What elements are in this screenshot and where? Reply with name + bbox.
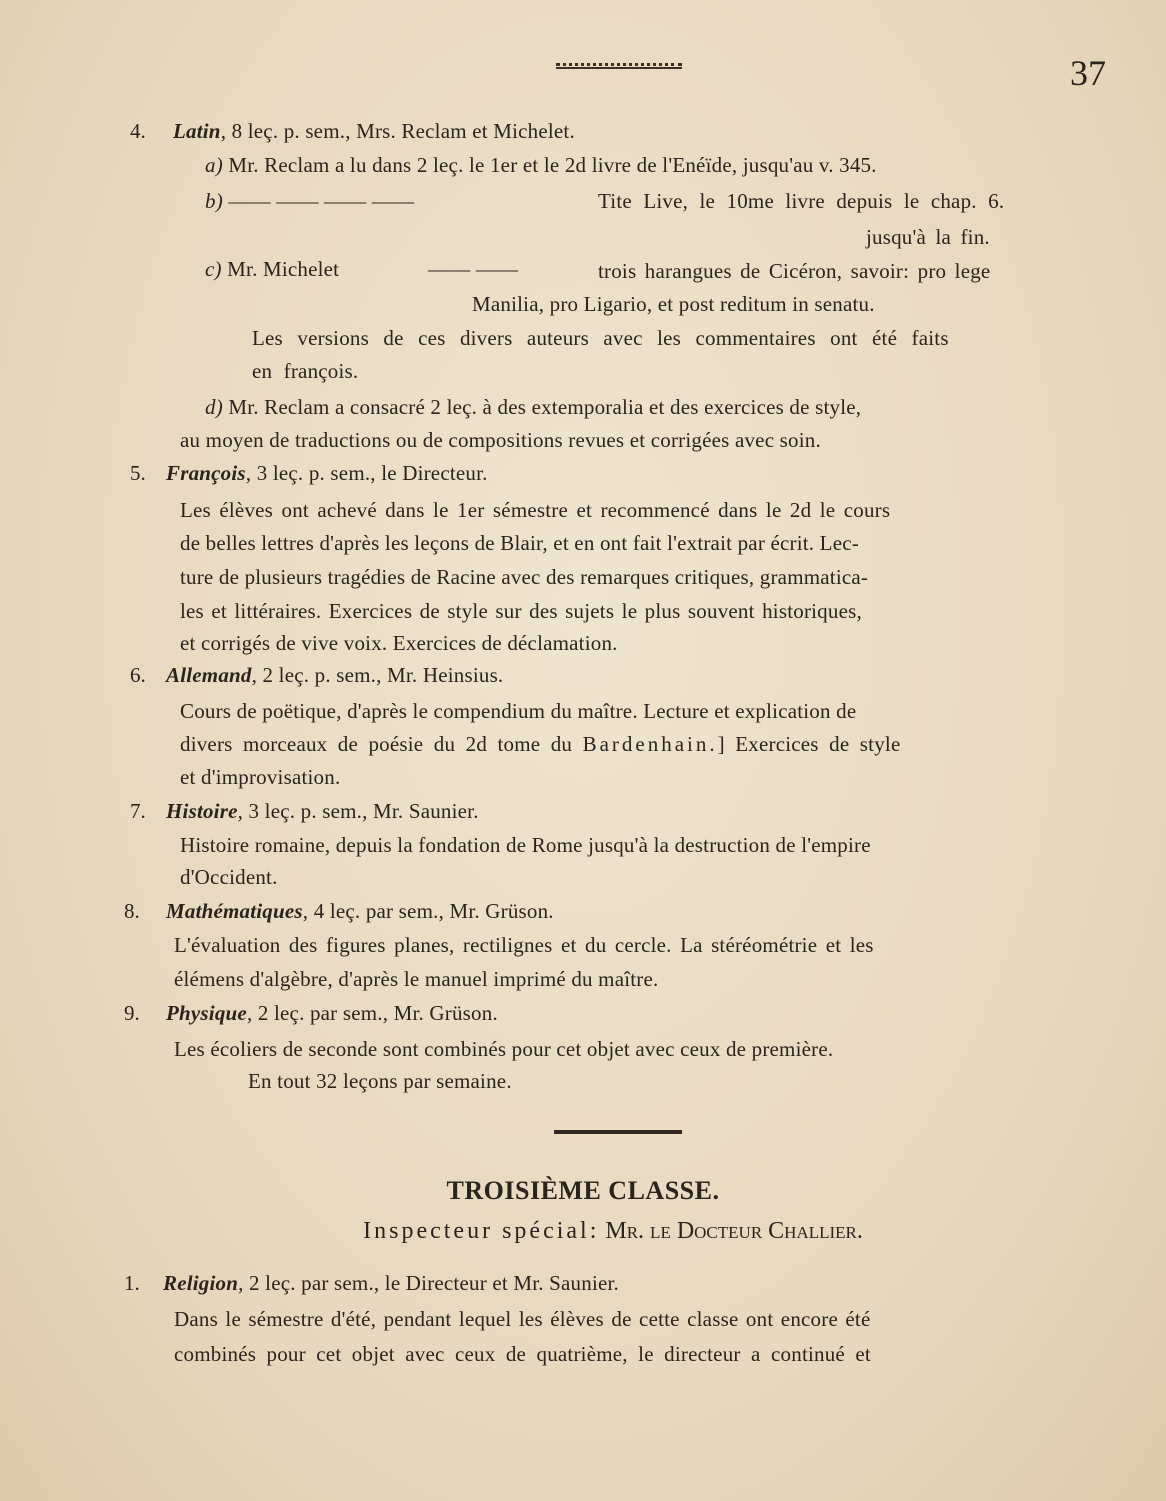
subject-details: , 2 leç. par sem., Mr. Grüson. <box>246 1001 498 1025</box>
subject-details: , 2 leç. p. sem., Mr. Heinsius. <box>251 663 504 687</box>
text: Mr. Reclam a consacré 2 leç. à des extemporalia et des exercices de style, <box>228 395 862 419</box>
item-number: 8. <box>124 899 140 923</box>
total-line: En tout 32 leçons par semaine. <box>248 1069 512 1093</box>
item-heading <box>166 896 554 926</box>
paragraph-line: Les élèves ont achevé dans le 1er sémestre et recommencé dans le 2d le cours <box>180 498 891 522</box>
subject-details: , 3 leç. p. sem., le Directeur. <box>245 461 488 485</box>
paragraph-line: ture de plusieurs tragédies de Racine avec des remarques critiques, grammatica- <box>180 565 869 589</box>
paragraph-line: et d'improvisation. <box>180 765 341 789</box>
text: divers morceaux de poésie du 2d tome du <box>180 732 573 756</box>
header-ornament <box>556 63 682 69</box>
label: c) <box>205 257 222 281</box>
section-divider <box>554 1130 682 1134</box>
latin-versions2: en françois. <box>252 359 359 383</box>
ditto-marks: —— —— <box>428 257 519 281</box>
item-heading <box>166 660 503 690</box>
paragraph-line: Histoire romaine, depuis la fondation de Rome jusqu'à la destruction de l'empire <box>180 833 871 857</box>
subject-name: Physique <box>166 1001 247 1025</box>
paragraph-line <box>180 729 900 759</box>
latin-versions: Les versions de ces divers auteurs avec les commentaires ont été faits <box>252 326 949 350</box>
item-number: 5. <box>130 461 146 485</box>
ditto-marks: —— —— —— —— <box>228 189 415 213</box>
latin-c <box>205 254 339 284</box>
latin-c-text2: Manilia, pro Ligario, et post reditum in senatu. <box>472 292 875 316</box>
text: Mr. Reclam a lu dans 2 leç. le 1er et le 2d livre de l'Enéïde, jusqu'au v. 345. <box>228 153 877 177</box>
subject-details: , 3 leç. p. sem., Mr. Saunier. <box>237 799 479 823</box>
subject-details: , 8 leç. p. sem., Mrs. Reclam et Michelet. <box>220 119 575 143</box>
book-title: Bardenhain. <box>582 732 718 756</box>
latin-a <box>205 150 877 180</box>
paragraph-line: Dans le sémestre d'été, pendant lequel les élèves de cette classe ont encore été <box>174 1307 871 1331</box>
item-number: 7. <box>130 799 146 823</box>
teacher: Mr. Michelet <box>227 257 340 281</box>
section-title: TROISIÈME CLASSE. <box>446 1176 720 1205</box>
paragraph-line: élémens d'algèbre, d'après le manuel imprimé du maître. <box>174 967 659 991</box>
paragraph-line: d'Occident. <box>180 865 278 889</box>
paragraph-line: les et littéraires. Exercices de style sur des sujets le plus souvent historiques, <box>180 599 862 623</box>
paragraph-line: Cours de poëtique, d'après le compendium du maître. Lecture et explication de <box>180 699 857 723</box>
inspector-label: Inspecteur spécial: <box>363 1218 600 1244</box>
subject-name: Latin <box>173 119 221 143</box>
item-heading <box>173 116 575 146</box>
paragraph-line: combinés pour cet objet avec ceux de quatrième, le directeur a continué et <box>174 1342 871 1366</box>
item-number: 1. <box>124 1271 140 1295</box>
subject-name: Allemand <box>166 663 252 687</box>
subject-name: Histoire <box>166 799 238 823</box>
subject-details: , 2 leç. par sem., le Directeur et Mr. Saunier. <box>238 1271 619 1295</box>
subject-name: François <box>166 461 246 485</box>
latin-b-text: Tite Live, le 10me livre depuis le chap. 6. <box>598 189 1005 213</box>
text: ] Exercices de style <box>717 732 901 756</box>
item-heading <box>166 458 488 488</box>
paragraph-line: de belles lettres d'après les leçons de Blair, et en ont fait l'extrait par écrit. Lec- <box>180 531 859 555</box>
label: b) <box>205 189 223 213</box>
item-heading <box>166 796 479 826</box>
subject-name: Mathématiques <box>166 899 303 923</box>
subject-details: , 4 leç. par sem., Mr. Grüson. <box>302 899 554 923</box>
paragraph-line: L'évaluation des figures planes, rectilignes et du cercle. La stéréométrie et les <box>174 933 874 957</box>
item-number: 9. <box>124 1001 140 1025</box>
paragraph-line: et corrigés de vive voix. Exercices de déclamation. <box>180 631 618 655</box>
label: d) <box>205 395 223 419</box>
paragraph-line: Les écoliers de seconde sont combinés pour cet objet avec ceux de première. <box>174 1037 834 1061</box>
latin-b-text2: jusqu'à la fin. <box>866 225 990 249</box>
latin-d-text2: au moyen de traductions ou de compositions revues et corrigées avec soin. <box>180 428 821 452</box>
subject-name: Religion <box>163 1271 239 1295</box>
inspector-line <box>0 1218 1166 1245</box>
latin-c-text: trois harangues de Cicéron, savoir: pro lege <box>598 259 991 283</box>
item-heading <box>166 998 498 1028</box>
latin-b <box>205 186 414 216</box>
item-number: 6. <box>130 663 146 687</box>
inspector-name: Mr. le Docteur Challier. <box>605 1218 863 1244</box>
page-number: 37 <box>1070 53 1106 93</box>
label: a) <box>205 153 223 177</box>
latin-d <box>205 392 861 422</box>
item-heading <box>163 1268 619 1298</box>
item-number: 4. <box>130 119 146 143</box>
